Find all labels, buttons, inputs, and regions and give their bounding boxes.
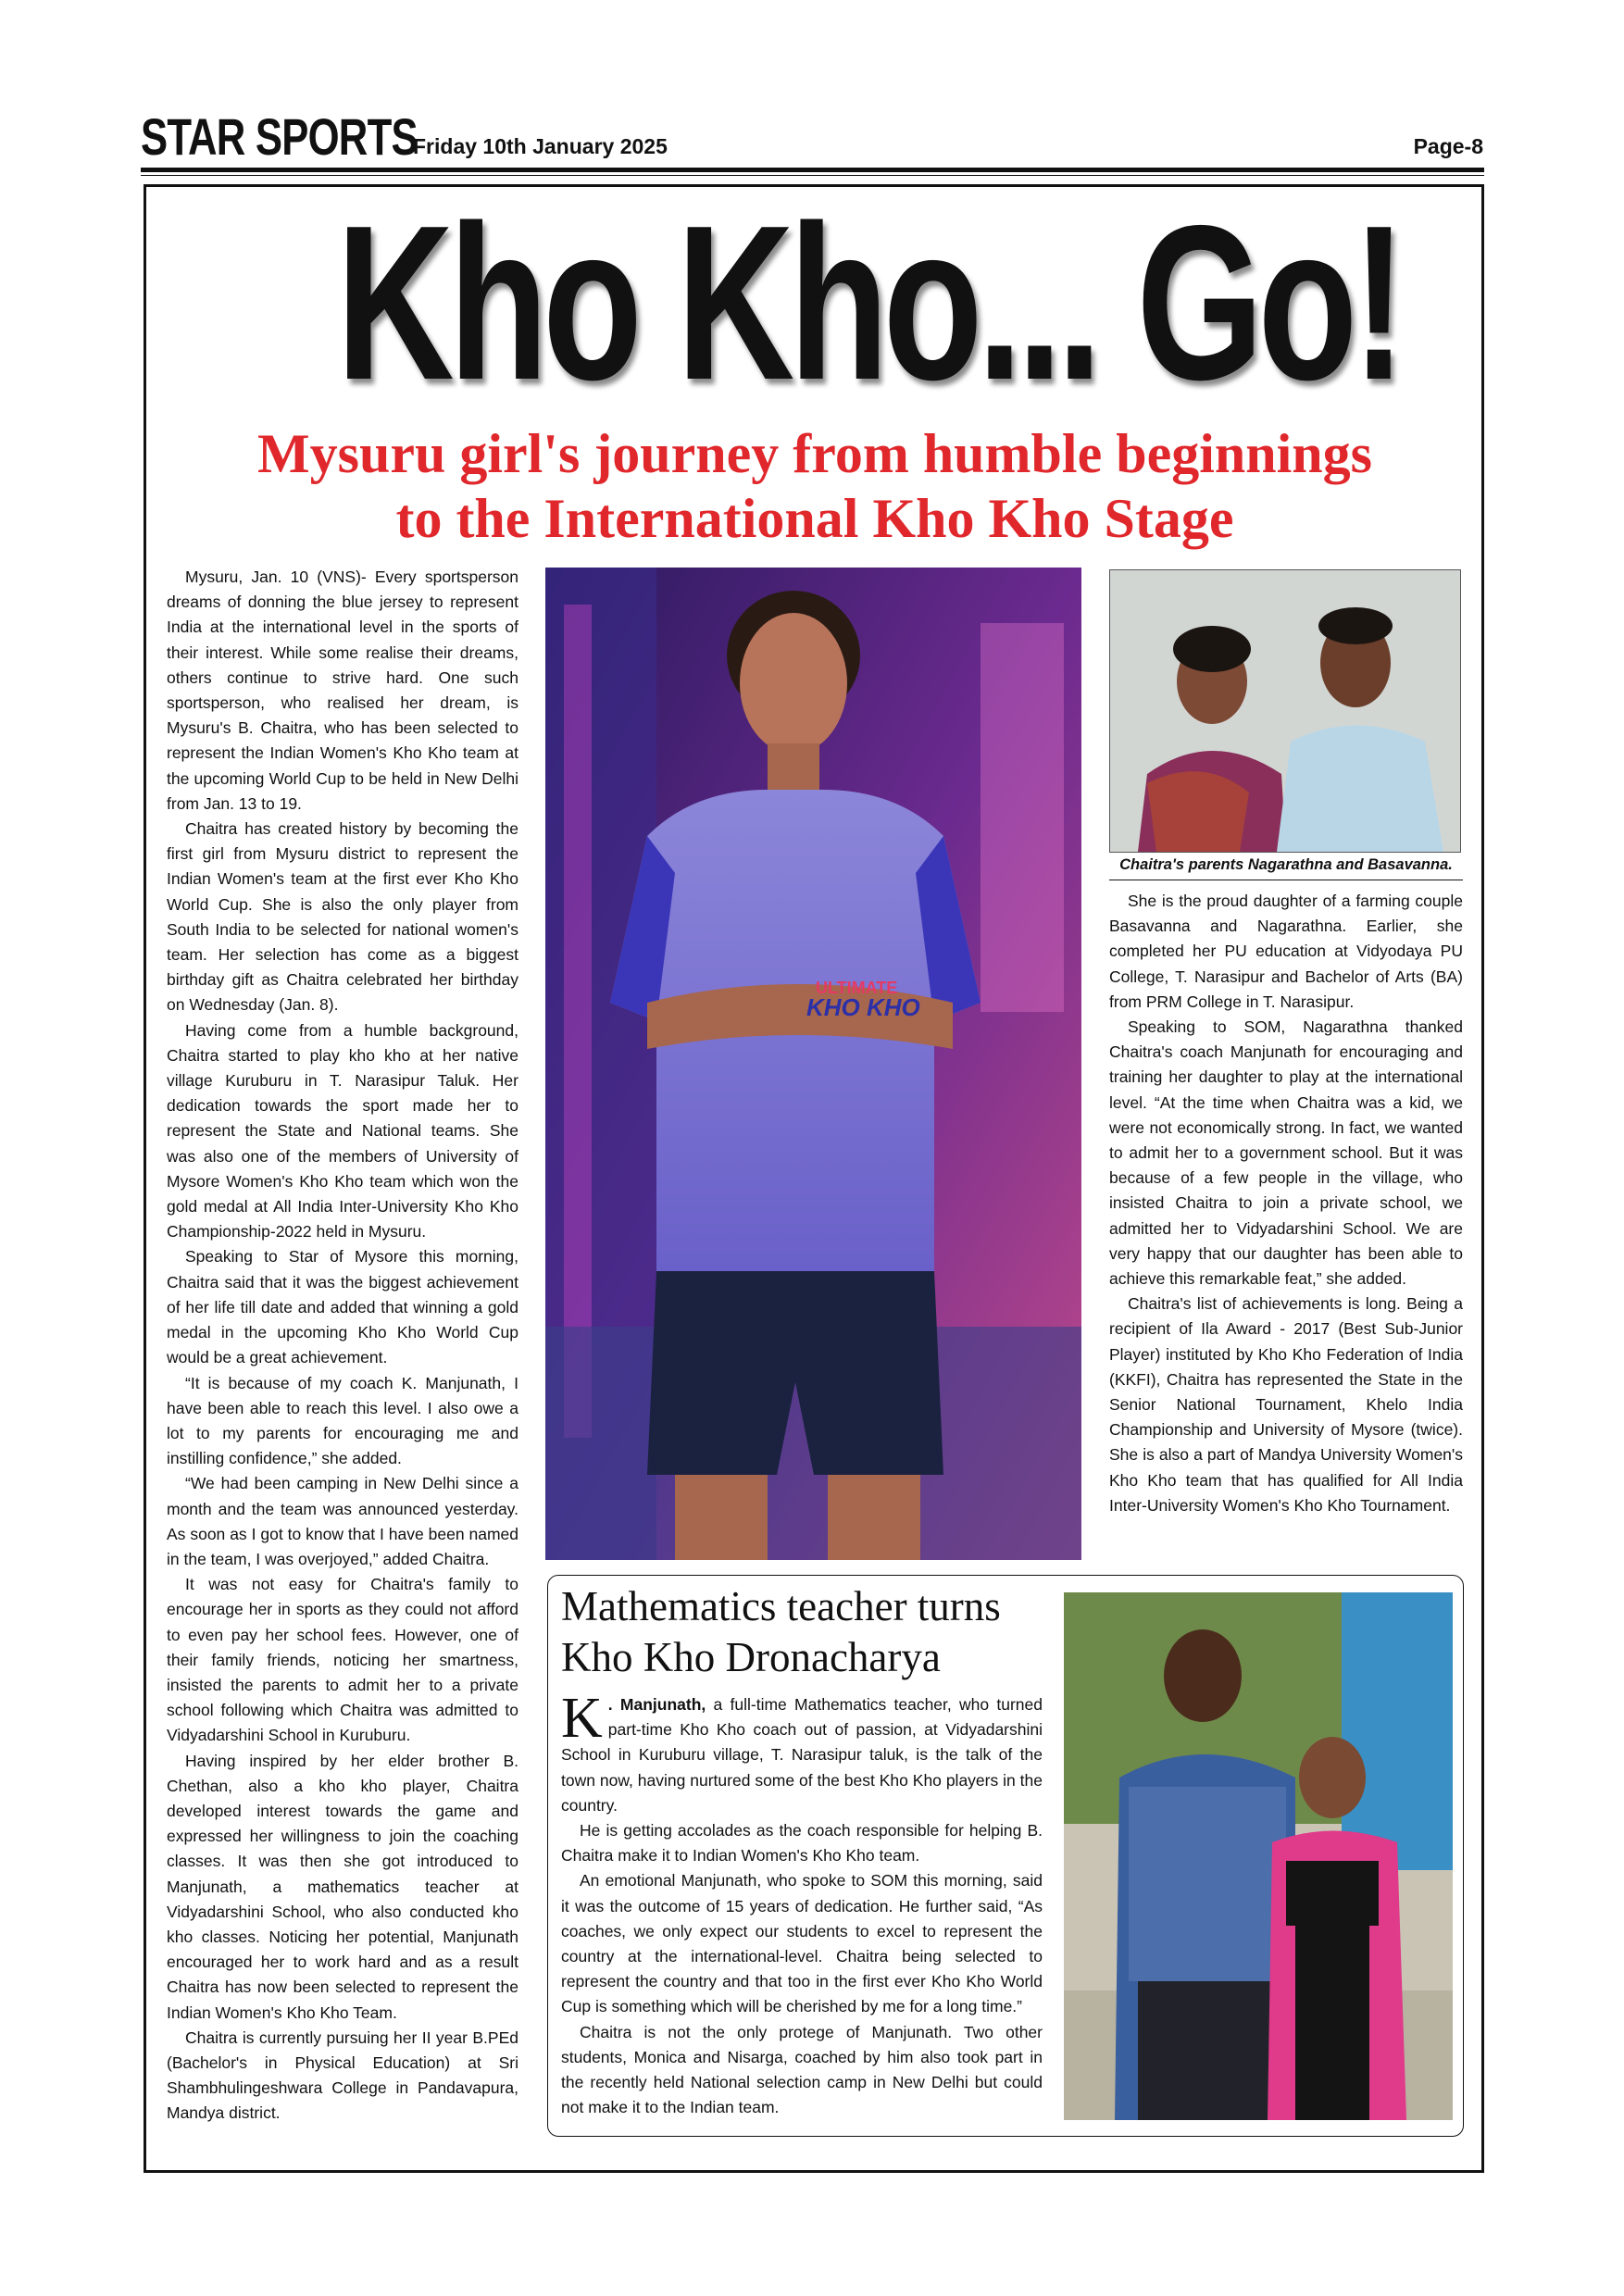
subheadline	[157, 421, 1472, 551]
parents-photo-caption: Chaitra's parents Nagarathna and Basavanna.	[1109, 856, 1463, 880]
jersey-logo-line-1: ULTIMATE	[816, 979, 898, 997]
dateline: Friday 10th January 2025	[413, 134, 668, 158]
article-paragraph: Chaitra has created history by becoming the first girl from Mysuru district to represent the Indian Women's team at the first ever Kho Kho World Cup. She is also the only player from South India to be selected for national women's team. Her selection has come as a biggest birthday gift as Chaitra celebrated her birthday on Wednesday (Jan. 8).	[167, 819, 518, 1015]
headline: Kho Kho... Go!	[336, 181, 1402, 426]
article-paragraph: Speaking to SOM, Nagarathna thanked Chaitra's coach Manjunath for encouraging and training her daughter to play at the international level. “At the time when Chaitra was a kid, we were not economically strong. In fact, we wanted to admit her to a government school. But it was because of a few people in the village, who insisted Chaitra to join a private school, we admitted her to Vidyadarshini School. We are very happy that our daughter has been able to achieve this remarkable feat,” she added.	[1109, 1017, 1463, 1289]
inset-lead-rest: a full-time Mathematics teacher, who turned part-time Kho Kho coach out of passion, at Vidyadarshini School in Kuruburu village, T. Narasipur taluk, is the talk of the town now, having nurtured some of the best Kho Kho players in the country.	[561, 1695, 1043, 1815]
header-rule-thin	[141, 175, 1484, 176]
parents-photo	[1109, 569, 1461, 853]
inset-title-line-1: Mathematics teacher turns	[561, 1583, 1001, 1629]
dropcap: K	[561, 1687, 603, 1750]
article-paragraph: Chaitra's list of achievements is long. Being a recipient of Ila Award - 2017 (Best Sub-Junior Player) instituted by Kho Kho Federation of India (KKFI), Chaitra has represented the State in the Senior National Tournament, Khelo India Championship and University of Mysore (twice). She is also a part of Mandya University Women's Kho Kho team that has qualified for All India Inter-University Women's Kho Kho Tournament.	[1109, 1294, 1463, 1515]
subheadline-line-1: Mysuru girl's journey from humble beginnings	[256, 423, 1372, 484]
inset-lead: . Manjunath,	[607, 1695, 706, 1714]
jersey-logo-line-2: KHO KHO	[806, 993, 920, 1021]
subheadline-line-2: to the International Kho Kho Stage	[395, 488, 1234, 549]
article-paragraph: Mysuru, Jan. 10 (VNS)- Every sportsperson dreams of donning the blue jersey to represent India at the international level in the sports of their interest. While some realise their dreams, others continue to strive hard. One such sportsperson, who realised her dream, is Mysuru's B. Chaitra, who has been selected to represent the Indian Women's Kho Kho team at the upcoming World Cup to be held in New Delhi from Jan. 13 to 19.	[167, 568, 518, 813]
header-rule	[141, 168, 1484, 172]
page-number: Page-8	[1413, 134, 1483, 158]
inset-article-column	[561, 1687, 1043, 2120]
inset-title	[561, 1581, 1117, 1683]
chaitra-photo	[545, 568, 1081, 1560]
inset-paragraph: An emotional Manjunath, who spoke to SOM this morning, said it was the outcome of 15 years of dedication. He further said, “As coaches, we only expect our students to excel to represent the country at the international-level. Chaitra being selected to represent the country and that too in the first ever Kho Kho World Cup is something which will be cherished by me for a long time.”	[561, 1871, 1043, 2016]
article-paragraph: “It is because of my coach K. Manjunath, I have been able to reach this level. I also owe a lot to my parents for encouraging me and instilling confidence,” she added.	[167, 1373, 518, 1468]
article-paragraph: Speaking to Star of Mysore this morning, Chaitra said that it was the biggest achievement of her life till date and added that winning a gold medal in the upcoming Kho Kho World Cup would be a great achievement.	[167, 1247, 518, 1367]
coach-photo-illustration	[1064, 1592, 1453, 2120]
main-article-column	[167, 565, 518, 2127]
inset-title-line-2: Kho Kho Dronacharya	[561, 1634, 941, 1680]
coach-photo	[1064, 1592, 1453, 2120]
masthead: STAR SPORTS	[141, 107, 418, 166]
article-paragraph: It was not easy for Chaitra's family to encourage her in sports as they could not afford to even pay her school fees. However, one of their family friends, noticing her smartness, insisted the parents to admit her to a private school following which Chaitra was admitted to Vidyadarshini School in Kuruburu.	[167, 1575, 518, 1745]
inset-paragraph: Chaitra is not the only protege of Manjunath. Two other students, Monica and Nisarga, coached by him also took part in the recently held National selection camp in New Delhi but could not make it to the Indian team.	[561, 2022, 1043, 2117]
article-paragraph: Chaitra is currently pursuing her II year B.PEd (Bachelor's in Physical Education) at Sri Shambhulingeshwara College in Pandavapura, Mandya district.	[167, 2028, 518, 2123]
inset-paragraph	[561, 1687, 1043, 1818]
article-paragraph: Having inspired by her elder brother B. Chethan, also a kho kho player, Chaitra developed interest towards the game and expressed her willingness to join the coaching classes. It was then she got introduced to Manjunath, a mathematics teacher at Vidyadarshini School, who also conducted kho kho classes. Noticing her potential, Manjunath encouraged her to work hard and as a result Chaitra has now been selected to represent the Indian Women's Kho Kho Team.	[167, 1751, 518, 2022]
parents-photo-illustration	[1110, 570, 1460, 852]
article-paragraph: Having come from a humble background, Chaitra started to play kho kho at her native village Kuruburu in T. Narasipur Taluk. Her dedication towards the sport made her to represent the State and National teams. She was also one of the members of University of Mysore Women's Kho Kho team which won the gold medal at All India Inter-University Kho Kho Championship-2022 held in Mysuru.	[167, 1020, 518, 1242]
chaitra-photo-illustration	[545, 568, 1081, 1560]
article-paragraph: She is the proud daughter of a farming couple Basavanna and Nagarathna. Earlier, she completed her PU education at Vidyodaya PU College, T. Narasipur and Bachelor of Arts (BA) from PRM College in T. Narasipur.	[1109, 892, 1463, 1011]
article-paragraph: “We had been camping in New Delhi since a month and the team was announced yesterday. As soon as I got to know that I have been named in the team, I was overjoyed,” added Chaitra.	[167, 1474, 518, 1568]
right-article-column	[1109, 889, 1463, 1518]
inset-paragraph: He is getting accolades as the coach responsible for helping B. Chaitra make it to Indian Women's Kho Kho team.	[561, 1821, 1043, 1866]
